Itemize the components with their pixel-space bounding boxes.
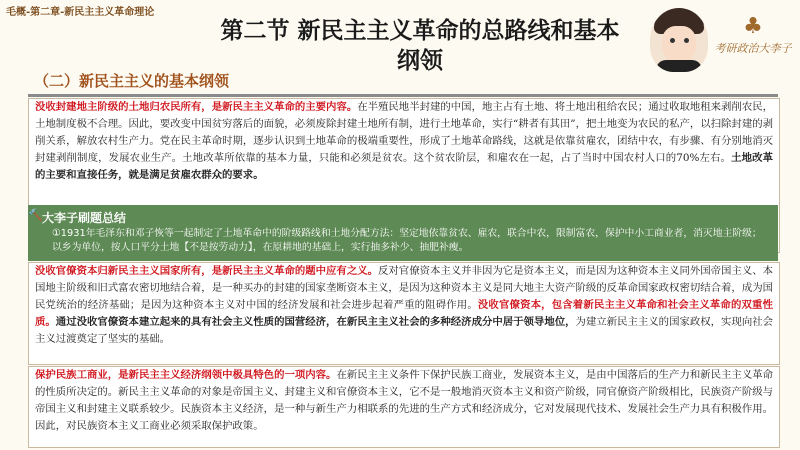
- land-reform-body: 在半殖民地半封建的中国，地主占有土地、将土地出租给农民；通过收取地租来剥削农民，土地制度极不合理。因此，要改变中国贫穷落后的面貌，必须废除封建土地所有制，进行土地革命，实行“耕者有其田”，把土地变为农民的私产，以扫除封建的剥削关系，解放农村生产力。党在民主革命时期，逐步认识到土地革命的极端重要性，形成了土地革命路线，这就是依靠贫雇农，团结中农，有步骤、有分别地消灭封建剥削制度，发展农业生产。土地改革所依靠的基本力量，只能和必须是贫农。这个贫农阶层，和雇农在一起，占了当时中国农村人口的70%左右。: [35, 101, 774, 164]
- hammer-icon: 🔨: [28, 208, 43, 222]
- national-industry-lead: 保护民族工商业，是新民主主义经济纲领中极具特色的一项内容。: [35, 369, 337, 381]
- divider: [28, 94, 778, 97]
- logo-text: 考研政治大李子: [714, 42, 792, 55]
- page-title: 第二节 新民主主义革命的总路线和基本纲领: [220, 18, 620, 74]
- national-industry-box: [28, 366, 780, 448]
- brand-logo: [712, 14, 794, 68]
- bureaucratic-lead: 没收官僚资本归新民主主义国家所有，是新民主主义革命的题中应有之义。: [35, 265, 379, 277]
- summary-title: 大李子刷题总结: [42, 211, 127, 225]
- section-subheading: （二）新民主主义的基本纲领: [34, 72, 230, 90]
- tree-icon: ♣: [743, 14, 763, 39]
- bureaucratic-tail: 为建立新民主主义的国家政权，实现向社会主义过渡奠定了坚实的基础。: [35, 316, 774, 345]
- land-reform-lead: 没收封建地主阶级的土地归农民所有，是新民主主义革命的主要内容。: [35, 101, 358, 113]
- bureaucratic-state-economy: 通过没收官僚资本建立起来的具有社会主义性质的国营经济，在新民主主义社会的多种经济成分中居于领导地位，: [55, 316, 576, 328]
- bureaucratic-dual-nature: 没收官僚资本，包含着新民主主义革命和社会主义革命的双重性质。: [35, 299, 773, 328]
- breadcrumb: 毛概-第二章-新民主主义革命理论: [6, 7, 155, 18]
- summary-panel: [28, 205, 778, 261]
- summary-text: ①1931年毛泽东和邓子恢等一起制定了土地革命中的阶级路线和土地分配方法：坚定地依靠贫农、雇农，联合中农，限制富农，保护中小工商业者，消灭地主阶级；以乡为单位，按人口平分土地【不是按劳动力】，在原耕地的基础上，实行抽多补少、抽肥补瘦。: [52, 228, 762, 253]
- national-industry-body: 在新民主主义条件下保护民族工商业，发展资本主义，是由中国落后的生产力和新民主主义革命的性质所决定的。新民主主义革命的对象是帝国主义、封建主义和官僚资本主义，它不是一般地消灭资本主义和资产阶级，同官僚资产阶级相比，民族资产阶级与帝国主义和封建主义联系较少。民族资本主义经济，是一种与新生产力相联系的先进的生产方式和经济成分，它对发展现代技术、发展社会生产力具有积极作用。因此，对民族资本主义工商业必须采取保护政策。: [35, 369, 773, 432]
- bureaucratic-body: 反对官僚资本主义并非因为它是资本主义，而是因为这种资本主义同外国帝国主义、本国地主阶级和旧式富农密切地结合着，是一种买办的封建的国家垄断资本主义，是因为这种资本主义是同大地主大资产阶级的反革命国家政权密切结合着，成为国民党统治的经济基础；是因为这种资本主义对中国的经济发展和社会进步起着严重的阻碍作用。: [35, 265, 773, 311]
- land-reform-conclusion: 土地改革的主要和直接任务，就是满足贫雇农群众的要求。: [35, 152, 774, 181]
- avatar: [650, 8, 708, 72]
- bureaucratic-capital-box: [28, 262, 780, 365]
